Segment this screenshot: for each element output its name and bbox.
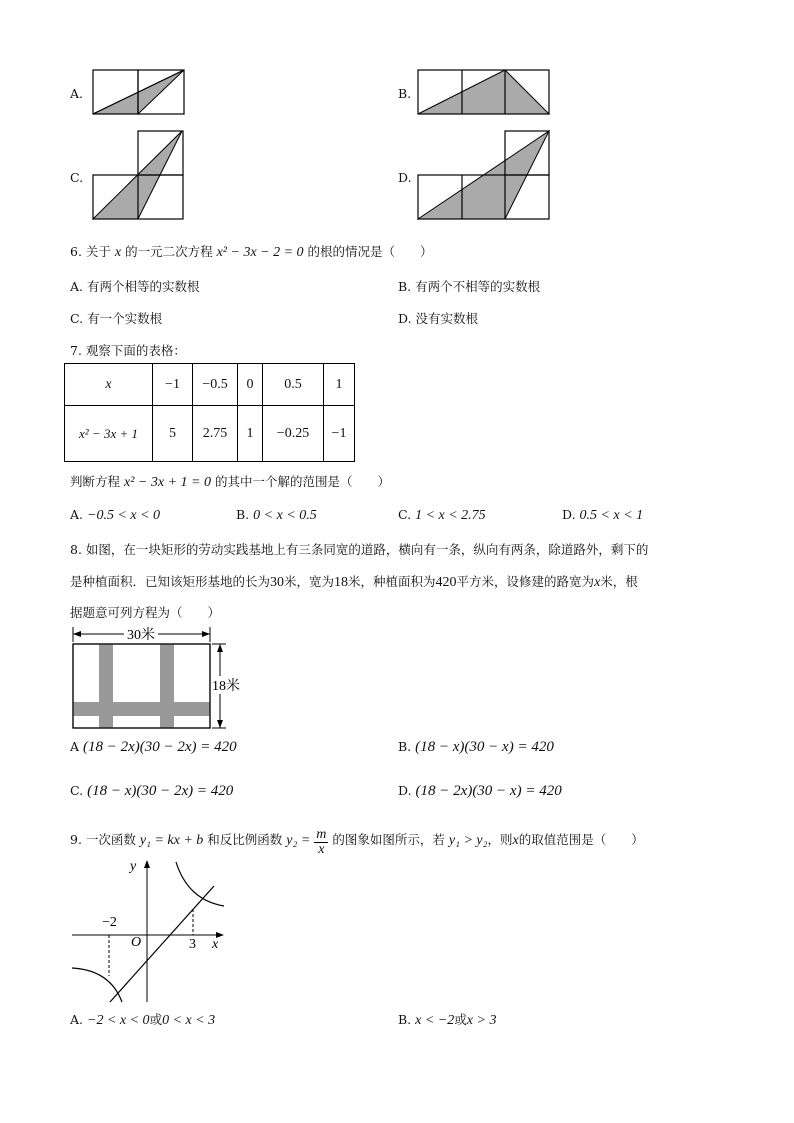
q9-option-b-letter: B. (398, 1012, 412, 1027)
q7-question-equation: x² − 3x + 1 = 0 (124, 475, 211, 490)
q7-option-b-text: 0 < x < 0.5 (253, 508, 317, 523)
q7-stem: 7. 观察下面的表格： (70, 343, 186, 358)
q7-option-d-text: 0.5 < x < 1 (579, 508, 644, 523)
q7-option-c (398, 507, 486, 524)
q9-inverse-lhs: y₂ = (286, 833, 311, 848)
q9-fraction (314, 828, 328, 857)
q8-var: x (594, 575, 601, 590)
q9-stem (70, 826, 644, 855)
q6-suffix: 的根的情况是（ ） (307, 244, 433, 259)
q9-suffix: 的取值范围是（ ） (518, 832, 644, 847)
q7-table-cell: −0.5 (193, 364, 238, 406)
q9-option-a-text-b: 0 < x < 3 (162, 1013, 216, 1028)
q6-option-b-text: 有两个不相等的实数根 (415, 279, 541, 294)
q9-origin-label: O (131, 935, 142, 950)
q6-option-b-letter: B. (398, 279, 412, 294)
q8-option-c-letter: C. (70, 783, 84, 798)
q7-table-cell: 1 (324, 364, 355, 406)
q7-table-cell: −1 (153, 364, 193, 406)
q8-option-b-letter: B. (398, 739, 412, 754)
q8-option-d (398, 783, 562, 800)
q8-option-c-text: (18 − x)(30 − 2x) = 420 (87, 783, 234, 799)
q9-hyperbola-upper-branch (176, 862, 224, 906)
q9-middle: 和反比例函数 (207, 832, 283, 847)
q9-condition: y₁ > y₂ (448, 833, 488, 848)
q5-option-c-figure (92, 130, 186, 222)
q9-pos-point-label: 3 (189, 937, 196, 952)
q9-frac-num: m (316, 827, 327, 842)
q7-option-d-letter: D. (562, 507, 576, 522)
q8-stem-line1: 8. 如图，在一块矩形的劳动实践基地上有三条同宽的道路，横向有一条，纵向有两条，除道路外，剩下的 (70, 542, 649, 557)
q9-var: x (512, 833, 519, 848)
q8-fig-top-label: 30米 (127, 628, 155, 643)
q6-option-c-text: 有一个实数根 (87, 311, 163, 326)
q5-option-a-letter: A. (70, 86, 84, 101)
q8-stem-line2 (70, 572, 638, 591)
q7-table-header-expr: x² − 3x + 1 (65, 406, 153, 462)
q7-table-cell: −0.25 (263, 406, 324, 462)
q6-option-d-letter: D. (398, 311, 412, 326)
q6-option-c-letter: C. (70, 311, 84, 326)
q7-table-cell: 2.75 (193, 406, 238, 462)
q6-option-b (398, 277, 540, 295)
q8-option-d-letter: D. (398, 783, 412, 798)
q5-option-d-letter: D. (398, 170, 412, 185)
q9-option-a-text-a: −2 < x < 0 (87, 1013, 150, 1028)
q8-option-b-text: (18 − x)(30 − x) = 420 (415, 739, 554, 755)
q7-option-b (236, 507, 317, 524)
q7-table-cell: −1 (324, 406, 355, 462)
q9-frac-den: x (318, 842, 325, 857)
q7-table-header-x: x (65, 364, 153, 406)
q7-option-a-letter: A. (70, 507, 84, 522)
q8-length: 30 (270, 575, 285, 590)
q7-option-c-letter: C. (398, 507, 412, 522)
q9-option-b (398, 1010, 496, 1029)
q7-option-a-text: −0.5 < x < 0 (87, 508, 161, 523)
q9-option-a (70, 1010, 215, 1029)
q6-option-a-letter: A. (70, 279, 84, 294)
q9-function-graph (70, 856, 230, 1004)
q8-line2-a: 是种植面积．已知该矩形基地的长为 (70, 574, 271, 589)
q8-option-a (70, 739, 237, 756)
q5-option-c-letter: C. (70, 170, 84, 185)
y-axis-arrow-icon (144, 860, 150, 868)
q9-option-b-connector: 或 (454, 1012, 467, 1027)
q8-option-c (70, 783, 233, 800)
q8-option-d-text: (18 − 2x)(30 − x) = 420 (415, 783, 562, 799)
q8-option-b (398, 739, 554, 756)
q9-x-axis-label: x (212, 937, 219, 952)
q8-line2-d: 平方米，设修建的路宽为 (456, 574, 595, 589)
q7-table-cell: 5 (153, 406, 193, 462)
q8-width: 18 (334, 575, 349, 590)
q9-option-a-connector: 或 (149, 1012, 163, 1027)
q7-option-b-letter: B. (236, 507, 250, 522)
q8-option-a-text: (18 − 2x)(30 − 2x) = 420 (83, 739, 237, 755)
q8-line2-c: 米，种植面积为 (348, 574, 436, 589)
q6-option-a (70, 277, 200, 295)
q8-area: 420 (435, 575, 457, 590)
q5-option-d-figure (417, 130, 551, 222)
q7-question (70, 472, 390, 491)
q7-table-cell: 0.5 (263, 364, 324, 406)
q7-table-cell: 1 (238, 406, 263, 462)
q9-middle2: 的图象如图所示，若 (332, 832, 445, 847)
q6-equation: x² − 3x − 2 = 0 (216, 245, 304, 260)
q5-option-b-figure (417, 69, 551, 116)
q9-middle3: ，则 (487, 832, 513, 847)
q6-prefix: 6. 关于 (70, 244, 111, 259)
q7-value-table (64, 363, 355, 462)
q9-option-b-text-b: x > 3 (466, 1013, 497, 1028)
q8-line2-e: 米，根 (600, 574, 638, 589)
q9-option-b-text-a: x < −2 (415, 1013, 455, 1028)
q9-linear-function-line (110, 886, 214, 1002)
q5-option-a-figure (92, 69, 186, 116)
q7-option-a (70, 507, 160, 524)
q7-table-cell: 0 (238, 364, 263, 406)
q9-y-axis-label: y (130, 859, 137, 874)
q7-question-suffix: 的其中一个解的范围是（ ） (214, 474, 390, 489)
q6-option-a-text: 有两个相等的实数根 (87, 279, 200, 294)
q8-line2-b: 米，宽为 (284, 574, 335, 589)
q7-question-prefix: 判断方程 (70, 474, 121, 489)
q6-middle: 的一元二次方程 (125, 244, 213, 259)
q6-option-c (70, 309, 162, 327)
q6-option-d (398, 309, 478, 327)
q7-option-c-text: 1 < x < 2.75 (415, 508, 486, 523)
q8-option-a-letter: A (70, 739, 80, 754)
q9-prefix: 9. 一次函数 (70, 832, 136, 847)
q9-neg-point-label: −2 (102, 915, 117, 930)
q9-option-a-letter: A. (70, 1012, 84, 1027)
q6-option-d-text: 没有实数根 (415, 311, 479, 326)
q6-stem (70, 242, 433, 261)
q8-field-figure (70, 624, 240, 736)
q6-var: x (114, 245, 122, 260)
q5-option-b-letter: B. (398, 86, 412, 101)
q8-fig-side-label: 18米 (212, 679, 240, 694)
q7-option-d (562, 507, 643, 524)
q8-stem-line3: 据题意可列方程为（ ） (70, 605, 221, 620)
q9-linear: y₁ = kx + b (139, 833, 204, 848)
